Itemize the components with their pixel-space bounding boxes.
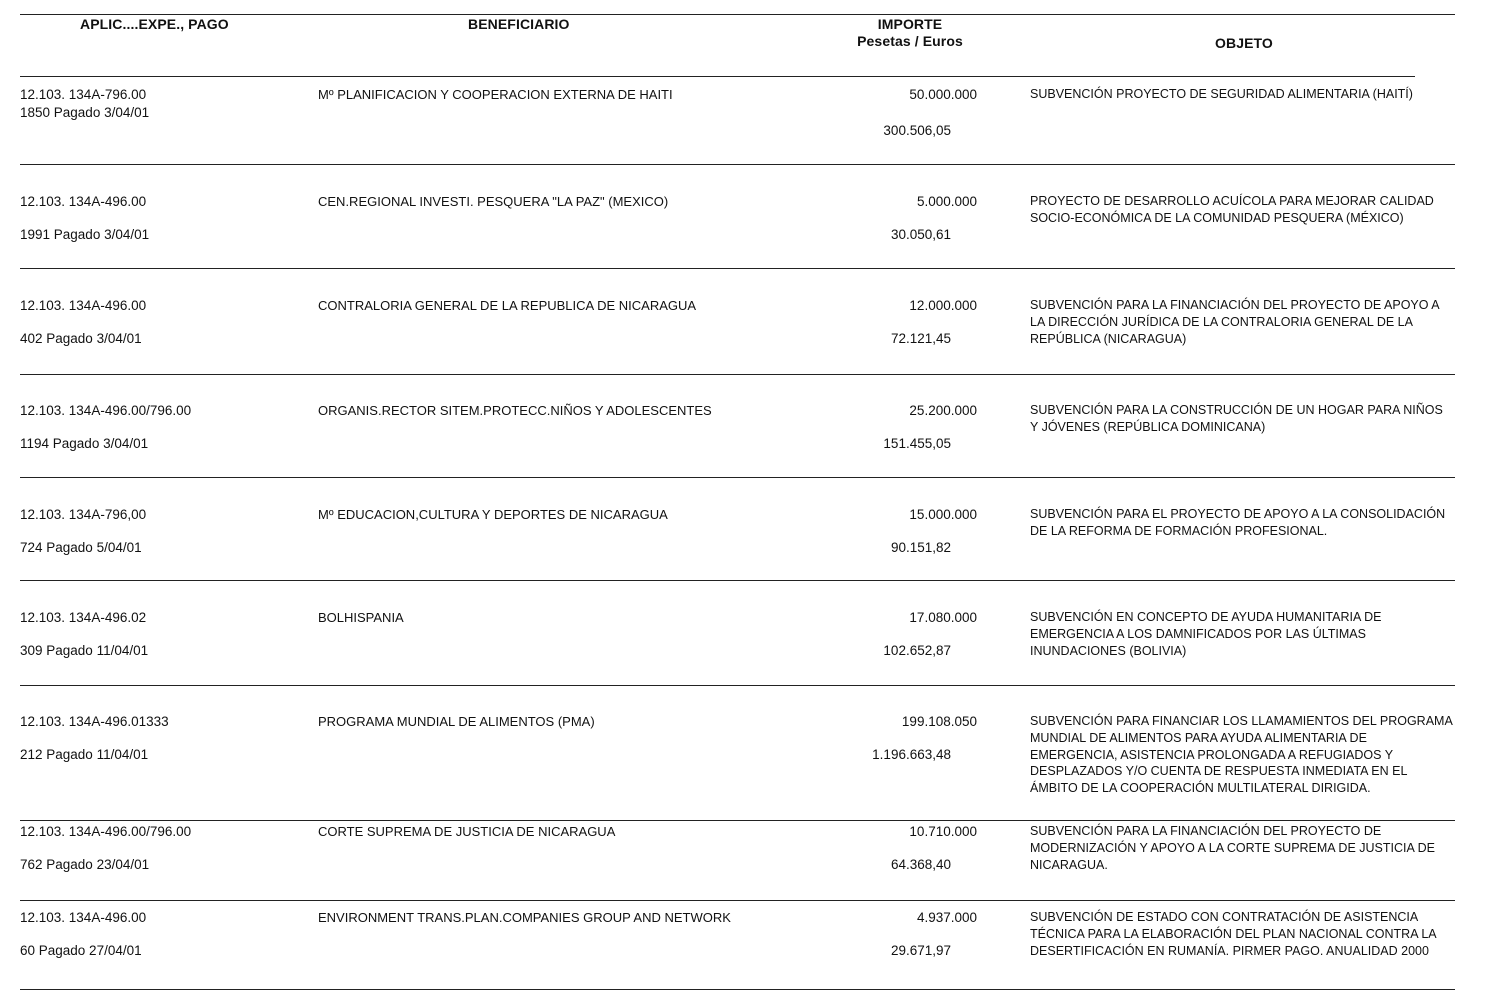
row-separator [20, 989, 1455, 990]
euros-cell: 151.455,05 [883, 436, 951, 451]
beneficiario-cell: PROGRAMA MUNDIAL DE ALIMENTOS (PMA) [318, 714, 595, 729]
beneficiario-cell: CEN.REGIONAL INVESTI. PESQUERA "LA PAZ" (MEXICO) [318, 194, 669, 209]
row-separator [20, 164, 1455, 165]
pesetas-cell: 5.000.000 [916, 194, 977, 209]
pesetas-cell: 15.000.000 [909, 507, 977, 522]
row-separator [20, 268, 1455, 269]
pesetas-cell: 199.108.050 [901, 714, 977, 729]
pago-cell: 1850 Pagado 3/04/01 [20, 105, 150, 120]
beneficiario-cell: Mº EDUCACION,CULTURA Y DEPORTES DE NICARAGUA [318, 507, 668, 522]
pago-cell: 212 Pagado 11/04/01 [20, 747, 149, 762]
pesetas-cell: 25.200.000 [909, 403, 977, 418]
header-objeto: OBJETO [1215, 35, 1273, 51]
pesetas-cell: 50.000.000 [909, 87, 977, 102]
aplic-cell: 12.103. 134A-496.01333 [20, 714, 169, 729]
objeto-cell: SUBVENCIÓN PARA LA FINANCIACIÓN DEL PROYECTO DE MODERNIZACIÓN Y APOYO A LA CORTE SUPREMA DE JUSTICIA DE NICARAGUA. [1030, 824, 1435, 872]
objeto-cell: SUBVENCIÓN EN CONCEPTO DE AYUDA HUMANITARIA DE EMERGENCIA A LOS DAMNIFICADOS POR LAS ÚLTIMAS INUNDACIONES (BOLIVIA) [1030, 610, 1382, 658]
euros-cell: 90.151,82 [890, 540, 951, 555]
pesetas-cell: 17.080.000 [909, 610, 977, 625]
objeto-cell: SUBVENCIÓN DE ESTADO CON CONTRATACIÓN DE ASISTENCIA TÉCNICA PARA LA ELABORACIÓN DEL PLAN NACIONAL CONTRA LA DESERTIFICACIÓN EN RUMANÍA. PIRMER PAGO. ANUALIDAD 2000 [1030, 910, 1437, 958]
pesetas-cell: 4.937.000 [916, 910, 977, 925]
beneficiario-cell: ORGANIS.RECTOR SITEM.PROTECC.NIÑOS Y ADOLESCENTES [318, 403, 712, 418]
header-aplic: APLIC....EXPE., PAGO [80, 16, 229, 32]
euros-cell: 64.368,40 [890, 857, 951, 872]
row-separator [20, 820, 1455, 821]
objeto-cell: SUBVENCIÓN PROYECTO DE SEGURIDAD ALIMENTARIA (HAITÍ) [1030, 87, 1413, 101]
euros-cell: 30.050,61 [890, 227, 951, 242]
header-beneficiario: BENEFICIARIO [468, 16, 570, 32]
objeto-cell: SUBVENCIÓN PARA LA FINANCIACIÓN DEL PROYECTO DE APOYO A LA DIRECCIÓN JURÍDICA DE LA CONTRALORIA GENERAL DE LA REPÚBLICA (NICARAGUA) [1030, 298, 1440, 346]
row-separator [20, 580, 1455, 581]
aplic-cell: 12.103. 134A-796.00 [20, 87, 147, 102]
objeto-cell: SUBVENCIÓN PARA LA CONSTRUCCIÓN DE UN HOGAR PARA NIÑOS Y JÓVENES (REPÚBLICA DOMINICANA) [1030, 403, 1443, 434]
beneficiario-cell: Mº PLANIFICACION Y COOPERACION EXTERNA DE HAITI [318, 87, 673, 102]
aplic-cell: 12.103. 134A-496.00/796.00 [20, 403, 192, 418]
aplic-cell: 12.103. 134A-496.00 [20, 910, 147, 925]
euros-cell: 300.506,05 [883, 123, 951, 138]
objeto-cell: SUBVENCIÓN PARA EL PROYECTO DE APOYO A LA CONSOLIDACIÓN DE LA REFORMA DE FORMACIÓN PROFESIONAL. [1030, 507, 1446, 538]
objeto-cell: PROYECTO DE DESARROLLO ACUÍCOLA PARA MEJORAR CALIDAD SOCIO-ECONÓMICA DE LA COMUNIDAD PESQUERA (MÉXICO) [1030, 194, 1434, 225]
pesetas-cell: 12.000.000 [909, 298, 977, 313]
aplic-cell: 12.103. 134A-796,00 [20, 507, 147, 522]
aplic-cell: 12.103. 134A-496.00 [20, 298, 147, 313]
objeto-cell: SUBVENCIÓN PARA FINANCIAR LOS LLAMAMIENTOS DEL PROGRAMA MUNDIAL DE ALIMENTOS PARA AYUDA ALIMENTARIA DE EMERGENCIA, ASISTENCIA PROLONGADA A REFUGIADOS Y DESPLAZADOS Y/O CUENTA DE RESPUESTA INMEDIATA EN EL ÁMBITO DE LA COOPERACIÓN MULTILATERAL DIRIGIDA. [1030, 714, 1453, 796]
row-separator [20, 374, 1455, 375]
aplic-cell: 12.103. 134A-496.00 [20, 194, 147, 209]
euros-cell: 29.671,97 [890, 943, 951, 958]
header-rule [20, 76, 1415, 77]
aplic-cell: 12.103. 134A-496.02 [20, 610, 147, 625]
euros-cell: 102.652,87 [883, 643, 951, 658]
pago-cell: 762 Pagado 23/04/01 [20, 857, 150, 872]
euros-cell: 1.196.663,48 [872, 747, 951, 762]
pago-cell: 402 Pagado 3/04/01 [20, 331, 142, 346]
header-importe-sub: Pesetas / Euros [857, 33, 963, 49]
row-separator [20, 477, 1455, 478]
beneficiario-cell: CONTRALORIA GENERAL DE LA REPUBLICA DE NICARAGUA [318, 298, 697, 313]
pago-cell: 1991 Pagado 3/04/01 [20, 227, 150, 242]
beneficiario-cell: BOLHISPANIA [318, 610, 404, 625]
pago-cell: 724 Pagado 5/04/01 [20, 540, 142, 555]
beneficiario-cell: CORTE SUPREMA DE JUSTICIA DE NICARAGUA [318, 824, 616, 839]
pago-cell: 1194 Pagado 3/04/01 [20, 436, 149, 451]
beneficiario-cell: ENVIRONMENT TRANS.PLAN.COMPANIES GROUP AND NETWORK [318, 910, 731, 925]
pago-cell: 60 Pagado 27/04/01 [20, 943, 142, 958]
header-importe-label: IMPORTE [877, 16, 943, 32]
header-importe [830, 16, 990, 50]
row-separator [20, 685, 1455, 686]
euros-cell: 72.121,45 [890, 331, 951, 346]
top-rule [20, 14, 1455, 15]
aplic-cell: 12.103. 134A-496.00/796.00 [20, 824, 192, 839]
pesetas-cell: 10.710.000 [909, 824, 977, 839]
row-separator [20, 900, 1455, 901]
pago-cell: 309 Pagado 11/04/01 [20, 643, 149, 658]
